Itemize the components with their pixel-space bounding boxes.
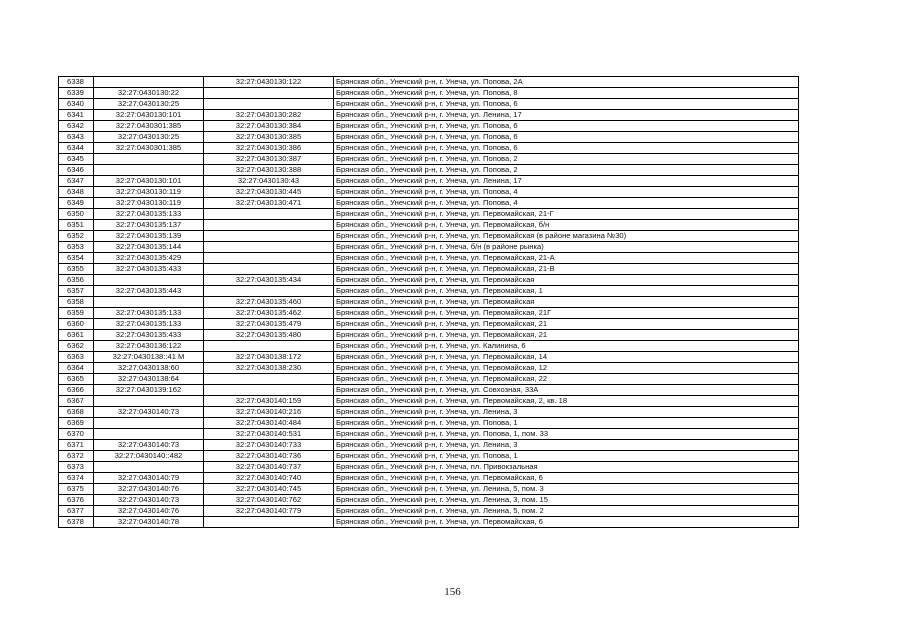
cadastral-number-cell: 32:27:0430130:101 (94, 176, 204, 187)
cadastral-number-cell (94, 418, 204, 429)
cadastral-number-secondary-cell (204, 231, 334, 242)
row-number-cell: 6375 (59, 484, 94, 495)
table-row (59, 495, 799, 506)
table-row (59, 451, 799, 462)
table-row (59, 341, 799, 352)
table-row (59, 154, 799, 165)
cadastral-number-cell: 32:27:0430140:76 (94, 506, 204, 517)
table-row (59, 176, 799, 187)
address-cell: Брянская обл., Унечский р-н, г. Унеча, ул. Попова, 2 (334, 165, 799, 176)
table-row (59, 407, 799, 418)
address-cell: Брянская обл., Унечский р-н, г. Унеча, ул. Попова, 6 (334, 99, 799, 110)
row-number-cell: 6378 (59, 517, 94, 528)
table-row (59, 231, 799, 242)
table-row (59, 473, 799, 484)
address-cell: Брянская обл., Унечский р-н, г. Унеча, ул. Ленина, 3 (334, 440, 799, 451)
table-row (59, 99, 799, 110)
row-number-cell: 6343 (59, 132, 94, 143)
address-cell: Брянская обл., Унечский р-н, г. Унеча, ул. Первомайская (334, 297, 799, 308)
table-row (59, 440, 799, 451)
cadastral-number-cell: 32:27:0430130:25 (94, 99, 204, 110)
address-cell: Брянская обл., Унечский р-н, г. Унеча, ул. Первомайская, 22 (334, 374, 799, 385)
row-number-cell: 6368 (59, 407, 94, 418)
cadastral-number-cell: 32:27:0430130:25 (94, 132, 204, 143)
row-number-cell: 6377 (59, 506, 94, 517)
row-number-cell: 6365 (59, 374, 94, 385)
address-cell: Брянская обл., Унечский р-н, г. Унеча, ул. Первомайская, 12 (334, 363, 799, 374)
table-row (59, 110, 799, 121)
cadastral-number-cell: 32:27:0430138:60 (94, 363, 204, 374)
table-row (59, 462, 799, 473)
address-cell: Брянская обл., Унечский р-н, г. Унеча, пл. Привокзальная (334, 462, 799, 473)
cadastral-number-cell: 32:27:0430135:137 (94, 220, 204, 231)
table-row (59, 484, 799, 495)
address-cell: Брянская обл., Унечский р-н, г. Унеча, ул. Первомайская, 21 (334, 319, 799, 330)
cadastral-number-cell: 32:27:0430138:64 (94, 374, 204, 385)
address-cell: Брянская обл., Унечский р-н, г. Унеча, б/н (в районе рынка) (334, 242, 799, 253)
address-cell: Брянская обл., Унечский р-н, г. Унеча, ул. Попова, 6 (334, 143, 799, 154)
address-cell: Брянская обл., Унечский р-н, г. Унеча, ул. Попова, 1, пом. 33 (334, 429, 799, 440)
cadastral-number-cell (94, 297, 204, 308)
cadastral-number-secondary-cell: 32:27:0430135:460 (204, 297, 334, 308)
address-cell: Брянская обл., Унечский р-н, г. Унеча, ул. Попова, 2 (334, 154, 799, 165)
row-number-cell: 6351 (59, 220, 94, 231)
row-number-cell: 6355 (59, 264, 94, 275)
cadastral-number-secondary-cell: 32:27:0430135:480 (204, 330, 334, 341)
table-row (59, 396, 799, 407)
cadastral-number-cell: 32:27:0430135:443 (94, 286, 204, 297)
row-number-cell: 6347 (59, 176, 94, 187)
address-cell: Брянская обл., Унечский р-н, г. Унеча, ул. Первомайская, 14 (334, 352, 799, 363)
table-row (59, 330, 799, 341)
cadastral-number-cell (94, 154, 204, 165)
cadastral-number-secondary-cell: 32:27:0430135:479 (204, 319, 334, 330)
cadastral-number-secondary-cell: 32:27:0430130:445 (204, 187, 334, 198)
cadastral-number-cell: 32:27:0430140:73 (94, 440, 204, 451)
table-row (59, 143, 799, 154)
cadastral-number-cell: 32:27:0430135:133 (94, 319, 204, 330)
cadastral-number-secondary-cell (204, 209, 334, 220)
cadastral-number-cell: 32:27:0430301:385 (94, 143, 204, 154)
cadastral-number-cell: 32:27:0430140:73 (94, 495, 204, 506)
cadastral-number-secondary-cell: 32:27:0430130:471 (204, 198, 334, 209)
row-number-cell: 6345 (59, 154, 94, 165)
cadastral-number-cell: 32:27:0430140:78 (94, 517, 204, 528)
cadastral-number-cell: 32:27:0430135:433 (94, 264, 204, 275)
table-row (59, 220, 799, 231)
cadastral-number-cell (94, 429, 204, 440)
cadastral-number-cell: 32:27:0430135:133 (94, 209, 204, 220)
cadastral-number-secondary-cell (204, 374, 334, 385)
cadastral-number-cell: 32:27:0430130:119 (94, 198, 204, 209)
cadastral-number-secondary-cell: 32:27:0430130:385 (204, 132, 334, 143)
cadastral-number-secondary-cell: 32:27:0430140:736 (204, 451, 334, 462)
registry-table-body (59, 77, 799, 528)
table-row (59, 77, 799, 88)
address-cell: Брянская обл., Унечский р-н, г. Унеча, ул. Ленина, 17 (334, 176, 799, 187)
cadastral-number-secondary-cell (204, 385, 334, 396)
cadastral-number-cell: 32:27:0430140:76 (94, 484, 204, 495)
cadastral-number-cell: 32:27:0430136:122 (94, 341, 204, 352)
row-number-cell: 6338 (59, 77, 94, 88)
address-cell: Брянская обл., Унечский р-н, г. Унеча, ул. Попова, 4 (334, 198, 799, 209)
table-row (59, 275, 799, 286)
cadastral-number-cell: 32:27:0430135:433 (94, 330, 204, 341)
cadastral-number-cell: 32:27:0430140:79 (94, 473, 204, 484)
table-row (59, 418, 799, 429)
cadastral-number-secondary-cell: 32:27:0430140:737 (204, 462, 334, 473)
address-cell: Брянская обл., Унечский р-н, г. Унеча, ул. Первомайская, 21 (334, 330, 799, 341)
cadastral-number-secondary-cell (204, 220, 334, 231)
cadastral-number-cell: 32:27:0430140:73 (94, 407, 204, 418)
row-number-cell: 6362 (59, 341, 94, 352)
cadastral-number-cell: 32:27:0430135:139 (94, 231, 204, 242)
address-cell: Брянская обл., Унечский р-н, г. Унеча, ул. Попова, 2А (334, 77, 799, 88)
table-row (59, 121, 799, 132)
table-row (59, 385, 799, 396)
cadastral-number-cell: 32:27:0430301:385 (94, 121, 204, 132)
cadastral-number-secondary-cell: 32:27:0430140:216 (204, 407, 334, 418)
table-row (59, 198, 799, 209)
cadastral-number-cell: 32:27:0430138::41 М (94, 352, 204, 363)
cadastral-number-secondary-cell: 32:27:0430140:762 (204, 495, 334, 506)
table-row (59, 429, 799, 440)
cadastral-number-cell (94, 165, 204, 176)
cadastral-number-cell: 32:27:0430135:429 (94, 253, 204, 264)
table-row (59, 209, 799, 220)
row-number-cell: 6350 (59, 209, 94, 220)
cadastral-number-cell: 32:27:0430135:144 (94, 242, 204, 253)
address-cell: Брянская обл., Унечский р-н, г. Унеча, ул. Первомайская, 21-А (334, 253, 799, 264)
property-registry-table (58, 76, 799, 528)
table-row (59, 374, 799, 385)
cadastral-number-secondary-cell (204, 253, 334, 264)
table-row (59, 242, 799, 253)
address-cell: Брянская обл., Унечский р-н, г. Унеча, ул. Первомайская (в районе магазина №30) (334, 231, 799, 242)
cadastral-number-cell (94, 275, 204, 286)
cadastral-number-secondary-cell: 32:27:0430130:384 (204, 121, 334, 132)
address-cell: Брянская обл., Унечский р-н, г. Унеча, ул. Калинина, 6 (334, 341, 799, 352)
row-number-cell: 6339 (59, 88, 94, 99)
row-number-cell: 6370 (59, 429, 94, 440)
row-number-cell: 6340 (59, 99, 94, 110)
address-cell: Брянская обл., Унечский р-н, г. Унеча, ул. Ленина, 5, пом. 2 (334, 506, 799, 517)
cadastral-number-secondary-cell: 32:27:0430135:434 (204, 275, 334, 286)
address-cell: Брянская обл., Унечский р-н, г. Унеча, ул. Первомайская, 21-В (334, 264, 799, 275)
cadastral-number-secondary-cell: 32:27:0430140:740 (204, 473, 334, 484)
cadastral-number-cell (94, 396, 204, 407)
row-number-cell: 6374 (59, 473, 94, 484)
table-row (59, 352, 799, 363)
cadastral-number-cell (94, 77, 204, 88)
cadastral-number-cell: 32:27:0430130:101 (94, 110, 204, 121)
row-number-cell: 6366 (59, 385, 94, 396)
address-cell: Брянская обл., Унечский р-н, г. Унеча, ул. Первомайская, 2, кв. 18 (334, 396, 799, 407)
address-cell: Брянская обл., Унечский р-н, г. Унеча, ул. Первомайская, 21Г (334, 308, 799, 319)
row-number-cell: 6358 (59, 297, 94, 308)
cadastral-number-secondary-cell: 32:27:0430138:172 (204, 352, 334, 363)
cadastral-number-secondary-cell: 32:27:0430140:779 (204, 506, 334, 517)
row-number-cell: 6353 (59, 242, 94, 253)
address-cell: Брянская обл., Унечский р-н, г. Унеча, ул. Первомайская, 6 (334, 473, 799, 484)
row-number-cell: 6361 (59, 330, 94, 341)
address-cell: Брянская обл., Унечский р-н, г. Унеча, ул. Попова, 1 (334, 451, 799, 462)
cadastral-number-secondary-cell (204, 517, 334, 528)
cadastral-number-secondary-cell: 32:27:0430130:43 (204, 176, 334, 187)
address-cell: Брянская обл., Унечский р-н, г. Унеча, ул. Первомайская, 6 (334, 517, 799, 528)
row-number-cell: 6356 (59, 275, 94, 286)
cadastral-number-secondary-cell: 32:27:0430138:230 (204, 363, 334, 374)
row-number-cell: 6349 (59, 198, 94, 209)
address-cell: Брянская обл., Унечский р-н, г. Унеча, ул. Ленина, 17 (334, 110, 799, 121)
row-number-cell: 6376 (59, 495, 94, 506)
address-cell: Брянская обл., Унечский р-н, г. Унеча, ул. Попова, 4 (334, 187, 799, 198)
row-number-cell: 6348 (59, 187, 94, 198)
address-cell: Брянская обл., Унечский р-н, г. Унеча, ул. Попова, 1 (334, 418, 799, 429)
row-number-cell: 6354 (59, 253, 94, 264)
row-number-cell: 6360 (59, 319, 94, 330)
table-row (59, 165, 799, 176)
cadastral-number-secondary-cell: 32:27:0430130:282 (204, 110, 334, 121)
table-row (59, 132, 799, 143)
row-number-cell: 6341 (59, 110, 94, 121)
row-number-cell: 6363 (59, 352, 94, 363)
address-cell: Брянская обл., Унечский р-н, г. Унеча, ул. Ленина, 3 (334, 407, 799, 418)
cadastral-number-secondary-cell (204, 88, 334, 99)
address-cell: Брянская обл., Унечский р-н, г. Унеча, ул. Первомайская, 1 (334, 286, 799, 297)
address-cell: Брянская обл., Унечский р-н, г. Унеча, ул. Первомайская, 21-Г (334, 209, 799, 220)
row-number-cell: 6342 (59, 121, 94, 132)
table-row (59, 506, 799, 517)
cadastral-number-cell: 32:27:0430139:162 (94, 385, 204, 396)
cadastral-number-secondary-cell: 32:27:0430140:531 (204, 429, 334, 440)
address-cell: Брянская обл., Унечский р-н, г. Унеча, ул. Ленина, 3, пом. 15 (334, 495, 799, 506)
cadastral-number-secondary-cell: 32:27:0430140:733 (204, 440, 334, 451)
cadastral-number-secondary-cell (204, 99, 334, 110)
cadastral-number-cell (94, 462, 204, 473)
page-number: 156 (444, 586, 461, 598)
row-number-cell: 6367 (59, 396, 94, 407)
row-number-cell: 6369 (59, 418, 94, 429)
table-row (59, 363, 799, 374)
table-row (59, 253, 799, 264)
cadastral-number-secondary-cell: 32:27:0430130:388 (204, 165, 334, 176)
row-number-cell: 6344 (59, 143, 94, 154)
cadastral-number-secondary-cell: 32:27:0430130:122 (204, 77, 334, 88)
cadastral-number-secondary-cell: 32:27:0430140:159 (204, 396, 334, 407)
cadastral-number-secondary-cell (204, 264, 334, 275)
table-row (59, 517, 799, 528)
cadastral-number-secondary-cell: 32:27:0430135:462 (204, 308, 334, 319)
row-number-cell: 6352 (59, 231, 94, 242)
cadastral-number-cell: 32:27:0430130:119 (94, 187, 204, 198)
address-cell: Брянская обл., Унечский р-н, г. Унеча, ул. Первомайская, б/н (334, 220, 799, 231)
row-number-cell: 6373 (59, 462, 94, 473)
row-number-cell: 6359 (59, 308, 94, 319)
row-number-cell: 6372 (59, 451, 94, 462)
row-number-cell: 6371 (59, 440, 94, 451)
table-row (59, 286, 799, 297)
cadastral-number-cell: 32:27:0430135:133 (94, 308, 204, 319)
address-cell: Брянская обл., Унечский р-н, г. Унеча, ул. Попова, 6 (334, 121, 799, 132)
table-row (59, 88, 799, 99)
address-cell: Брянская обл., Унечский р-н, г. Унеча, ул. Совхозная, 33А (334, 385, 799, 396)
table-row (59, 308, 799, 319)
cadastral-number-cell: 32:27:0430140::482 (94, 451, 204, 462)
table-row (59, 297, 799, 308)
row-number-cell: 6364 (59, 363, 94, 374)
table-row (59, 264, 799, 275)
cadastral-number-secondary-cell (204, 286, 334, 297)
cadastral-number-cell: 32:27:0430130:22 (94, 88, 204, 99)
cadastral-number-secondary-cell (204, 341, 334, 352)
cadastral-number-secondary-cell (204, 242, 334, 253)
cadastral-number-secondary-cell: 32:27:0430130:387 (204, 154, 334, 165)
cadastral-number-secondary-cell: 32:27:0430140:484 (204, 418, 334, 429)
cadastral-number-secondary-cell: 32:27:0430130:386 (204, 143, 334, 154)
row-number-cell: 6357 (59, 286, 94, 297)
table-row (59, 187, 799, 198)
address-cell: Брянская обл., Унечский р-н, г. Унеча, ул. Первомайская (334, 275, 799, 286)
address-cell: Брянская обл., Унечский р-н, г. Унеча, ул. Ленина, 5, пом. 3 (334, 484, 799, 495)
address-cell: Брянская обл., Унечский р-н, г. Унеча, ул. Попова, 8 (334, 88, 799, 99)
address-cell: Брянская обл., Унечский р-н, г. Унеча, ул. Попова, 6 (334, 132, 799, 143)
cadastral-number-secondary-cell: 32:27:0430140:745 (204, 484, 334, 495)
table-row (59, 319, 799, 330)
row-number-cell: 6346 (59, 165, 94, 176)
